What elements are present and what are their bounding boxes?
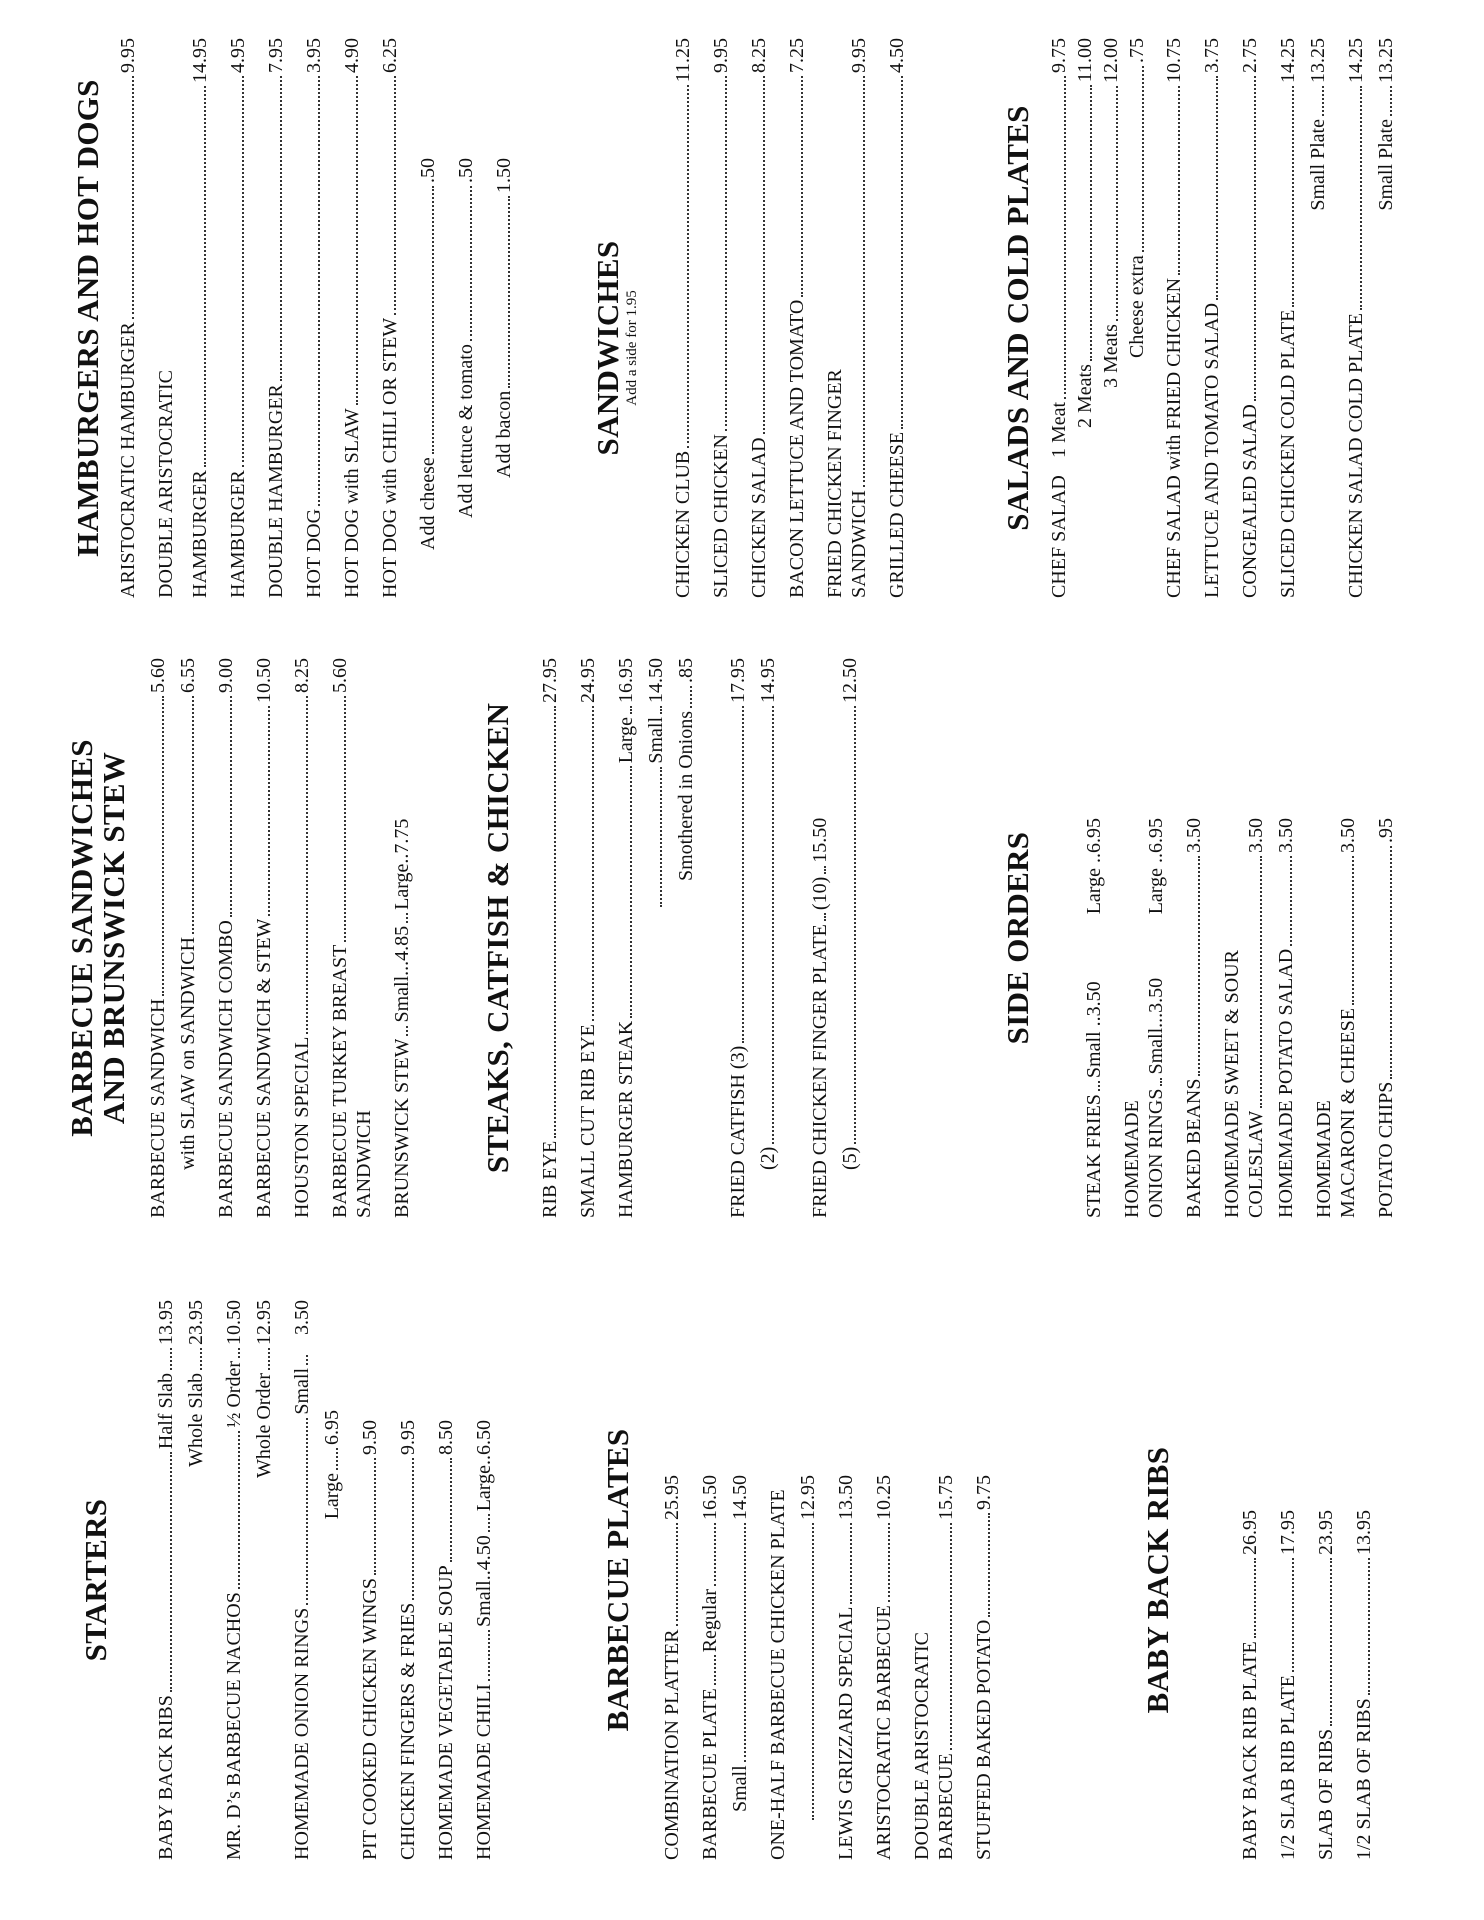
menu-item: BRUNSWICK STEW Small...4.85 Large..7.75: [391, 818, 413, 1218]
menu-item: CHICKEN CLUB 11.25: [672, 38, 694, 598]
menu-item: CONGEALED SALAD 2.75: [1239, 38, 1261, 598]
menu-item: HOMEMADE ONION RINGS Small 3.50: [291, 1300, 313, 1860]
menu-item: CHICKEN SALAD COLD PLATE 14.25: [1345, 38, 1367, 598]
menu-item: CHEF SALAD with FRIED CHICKEN 10.75: [1163, 38, 1185, 598]
menu-item-price-line: 12.95: [796, 1300, 820, 1860]
menu-item-option: Small Plate 13.25: [1307, 38, 1329, 211]
menu-item-option: Small Plate 13.25: [1375, 38, 1397, 211]
menu-item-line2: HAMBURGER 14.95: [189, 38, 211, 598]
side-orders-section: [1000, 658, 1412, 1218]
menu-item: BACON LETTUCE AND TOMATO 7.25: [786, 38, 808, 598]
menu-item: FRIED CHICKEN FINGER: [824, 369, 846, 598]
menu-item: BARBECUE PLATE Regular 16.50: [699, 1475, 721, 1860]
menu-item: BABY BACK RIBS Half Slab 13.95: [155, 1300, 177, 1860]
menu-item: HOMEMADE CHILI Small..4.50 Large..6.50: [473, 1420, 495, 1860]
menu-item-option: Small 14.50: [644, 658, 668, 1218]
section-title: AND BRUNSWICK STEW: [96, 751, 131, 1125]
section-title: SIDE ORDERS: [1000, 831, 1035, 1045]
menu-item-option: Small 14.50: [729, 1475, 751, 1812]
menu-item: LEWIS GRIZZARD SPECIAL 13.50: [835, 1475, 857, 1860]
menu-item-line2: COLESLAW 3.50: [1245, 818, 1267, 1218]
menu-item: RIB EYE 27.95: [539, 658, 561, 1218]
menu-item-option: Large 6.95: [321, 1410, 343, 1520]
barbecue-plates-section: [600, 1300, 1010, 1860]
menu-item-option: (5) 12.50: [839, 658, 861, 1170]
salads-section: [1000, 38, 1412, 598]
menu-item-option: Whole Slab 23.95: [185, 1300, 207, 1467]
menu-item: BAKED BEANS 3.50: [1183, 818, 1205, 1218]
column-left: [0, 1300, 1484, 1860]
menu-item: HOMEMADE: [1313, 1100, 1335, 1218]
menu-item-line2: MACARONI & CHEESE 3.50: [1337, 818, 1359, 1218]
menu-item: FRIED CATFISH (3) 17.95: [727, 658, 749, 1218]
menu-item: SLICED CHICKEN COLD PLATE 14.25: [1277, 38, 1299, 598]
hamburgers-section: [70, 38, 530, 598]
menu-item: BARBECUE TURKEY BREAST 5.60: [329, 658, 351, 1218]
menu-item: DOUBLE ARISTOCRATIC: [911, 1632, 933, 1860]
column-right: [0, 38, 1484, 598]
menu-item: PIT COOKED CHICKEN WINGS 9.50: [359, 1420, 381, 1860]
menu-item-line2: SANDWICH: [353, 1110, 375, 1218]
add-on-item: Add lettuce & tomato .50: [455, 158, 477, 518]
menu-item: SMALL CUT RIB EYE 24.95: [577, 658, 599, 1218]
section-title: STEAKS, CATFISH & CHICKEN: [480, 702, 515, 1174]
menu-item: 1/2 SLAB RIB PLATE 17.95: [1277, 1510, 1299, 1860]
menu-item: SLAB OF RIBS 23.95: [1315, 1510, 1337, 1860]
steaks-section: [480, 658, 876, 1218]
section-title: BARBECUE PLATES: [600, 1428, 635, 1732]
menu-item-option: Whole Order 12.95: [253, 1300, 275, 1478]
menu-item: BARBECUE SANDWICH & STEW 10.50: [253, 658, 275, 1218]
menu-item: STEAK FRIES Small ..3.50 Large ..6.95: [1083, 818, 1105, 1218]
section-title: SALADS AND COLD PLATES: [1000, 105, 1035, 531]
menu-item: BARBECUE SANDWICH 5.60: [147, 658, 169, 1218]
baby-back-ribs-section: [1140, 1300, 1390, 1860]
menu-item-price-line: BARBECUE 15.75: [935, 1475, 957, 1860]
menu-item: BARBECUE SANDWICH COMBO 9.00: [215, 658, 237, 1218]
menu-item: SLICED CHICKEN 9.95: [710, 38, 732, 598]
section-title: HAMBURGERS AND HOT DOGS: [70, 79, 105, 557]
menu-item: ONE-HALF BARBECUE CHICKEN PLATE: [767, 1489, 789, 1860]
add-on-item: Add bacon 1.50: [493, 158, 515, 478]
add-on-item: Add cheese .50: [417, 158, 439, 550]
sandwiches-section: [590, 38, 923, 598]
starters-section: [78, 1300, 510, 1860]
menu-item-line2: SANDWICH 9.95: [848, 38, 870, 598]
menu-item-option: Smothered in Onions .85: [675, 658, 697, 881]
menu-item: HOT DOG with CHILI OR STEW 6.25: [379, 38, 401, 598]
menu-item: DOUBLE ARISTOCRATIC: [155, 370, 177, 598]
sandwiches-note: Add a side for 1.95: [624, 290, 640, 406]
menu-item: LETTUCE AND TOMATO SALAD 3.75: [1201, 38, 1223, 598]
menu-item: GRILLED CHEESE 4.50: [886, 38, 908, 598]
menu-item-line2: ONION RINGS Small...3.50 Large ..6.95: [1145, 818, 1167, 1218]
section-title: BABY BACK RIBS: [1140, 1446, 1175, 1714]
menu-item: CHICKEN SALAD 8.25: [748, 38, 770, 598]
menu-item: HAMBURGER 4.95: [227, 38, 249, 598]
menu-item: STUFFED BAKED POTATO 9.75: [973, 1475, 995, 1860]
menu-item: FRIED CHICKEN FINGER PLATE (10) 15.50: [809, 817, 831, 1218]
menu-item: CHICKEN FINGERS & FRIES 9.95: [397, 1420, 419, 1860]
menu-item: HAMBURGER STEAK Large 16.95: [615, 658, 637, 1218]
menu-item: POTATO CHIPS .95: [1375, 818, 1397, 1218]
menu-item: HOMEMADE POTATO SALAD 3.50: [1275, 818, 1297, 1218]
menu-item: HOMEMADE SWEET & SOUR: [1221, 950, 1243, 1218]
bbq-sandwiches-section: [64, 658, 428, 1218]
menu-item: MR. D’s BARBECUE NACHOS ½ Order 10.50: [223, 1300, 245, 1860]
menu-item: ARISTOCRATIC BARBECUE 10.25: [873, 1475, 895, 1860]
menu-item: HOUSTON SPECIAL 8.25: [291, 658, 313, 1218]
section-title: STARTERS: [78, 1498, 113, 1662]
menu-item: HOT DOG 3.95: [303, 38, 325, 598]
menu-item: ARISTOCRATIC HAMBURGER 9.95: [117, 38, 139, 598]
chef-salad-item: CHEF SALAD 1 Meat 9.75 2 Meats 11.00 3 Meats 12.00 Cheese extra .75: [1048, 38, 1148, 598]
menu-item: with SLAW on SANDWICH 6.55: [177, 658, 199, 1170]
menu-item: DOUBLE HAMBURGER 7.95: [265, 38, 287, 598]
menu-item: COMBINATION PLATTER 25.95: [661, 1475, 683, 1860]
menu-item: 1/2 SLAB OF RIBS 13.95: [1353, 1510, 1375, 1860]
menu-item: HOMEMADE: [1121, 1100, 1143, 1218]
menu-item-option: (2) 14.95: [757, 658, 779, 1170]
menu-item: BABY BACK RIB PLATE 26.95: [1239, 1510, 1261, 1860]
column-middle: [0, 658, 1484, 1218]
menu-item: HOT DOG with SLAW 4.90: [341, 38, 363, 598]
section-title: BARBECUE SANDWICHES: [64, 739, 99, 1137]
menu-item: HOMEMADE VEGETABLE SOUP 8.50: [435, 1420, 457, 1860]
section-title: SANDWICHES: [590, 240, 625, 456]
